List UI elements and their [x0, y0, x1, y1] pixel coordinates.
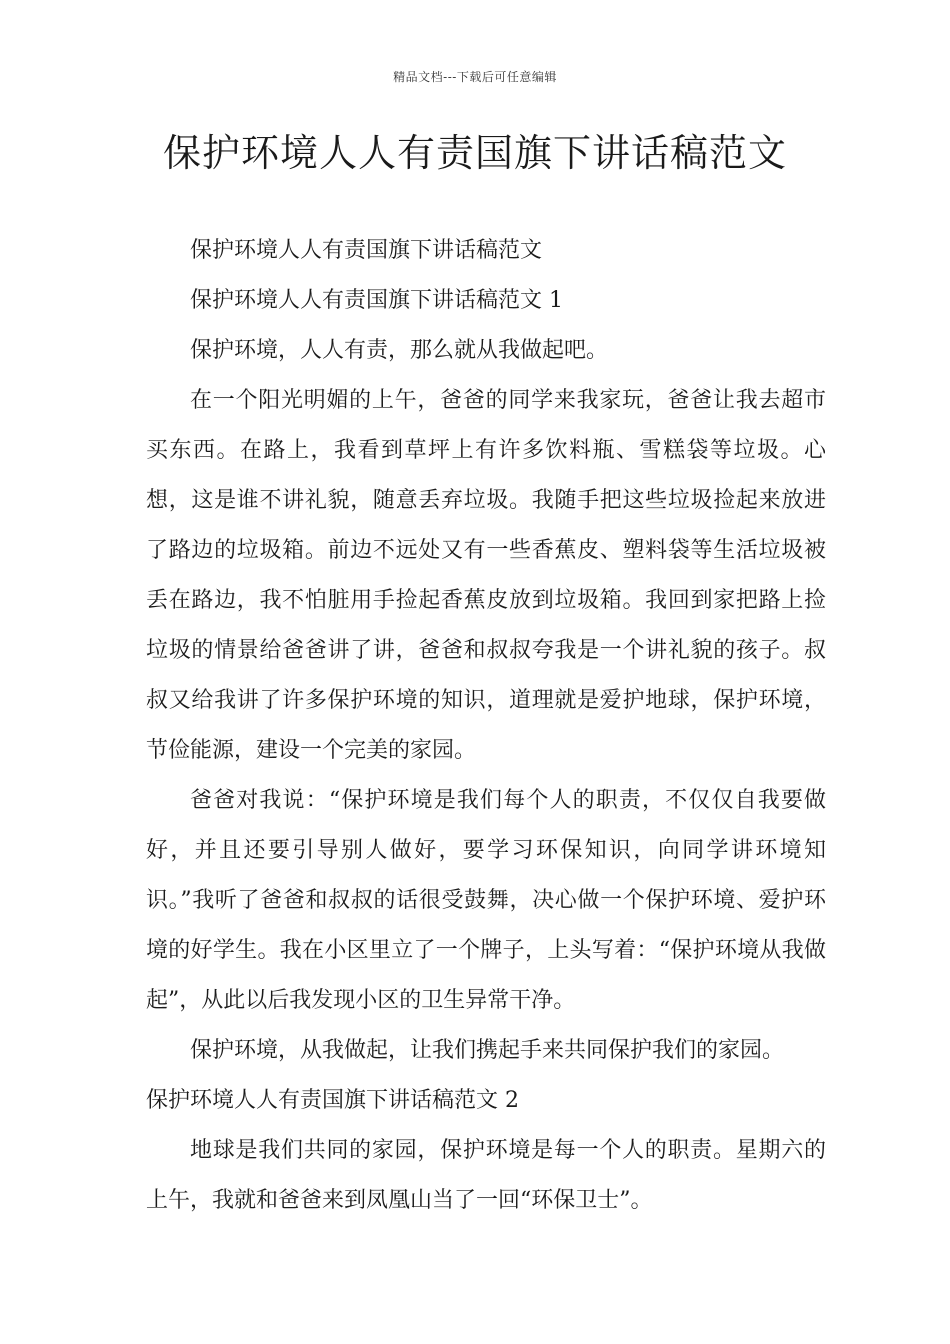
document-title: 保护环境人人有责国旗下讲话稿范文 — [162, 131, 787, 175]
paragraph: 在一个阳光明媚的上午，爸爸的同学来我家玩，爸爸让我去超市买东西。在路上，我看到草坪上有许多饮料瓶、雪糕袋等垃圾。心想，这是谁不讲礼貌，随意丢弃垃圾。我随手把这些垃圾捡起来放进了路边的垃圾箱。前边不远处又有一些香蕉皮、塑料袋等生活垃圾被丢在路边，我不怕脏用手捡起香蕉皮放到垃圾箱。我回到家把路上捡垃圾的情景给爸爸讲了讲，爸爸和叔叔夸我是一个讲礼貌的孩子。叔叔又给我讲了许多保护环境的知识，道理就是爱护地球，保护环境，节俭能源，建设一个完美的家园。 — [146, 388, 826, 763]
paragraph: 保护环境，从我做起，让我们携起手来共同保护我们的家园。 — [190, 1038, 785, 1063]
paragraph-section-1-heading: 保护环境人人有责国旗下讲话稿范文 1 — [190, 288, 563, 313]
paragraph: 地球是我们共同的家园，保护环境是每一个人的职责。星期六的上午，我就和爸爸来到凤凰山当了一回“环保卫士”。 — [146, 1138, 826, 1213]
paragraph-subtitle: 保护环境人人有责国旗下讲话稿范文 — [190, 238, 543, 263]
paragraph: 保护环境，人人有责，那么就从我做起吧。 — [190, 338, 609, 363]
paragraph-section-2-heading: 保护环境人人有责国旗下讲话稿范文 2 — [146, 1088, 519, 1113]
header-note: 精品文档---下载后可任意编辑 — [393, 70, 557, 84]
document-body — [146, 226, 826, 1226]
paragraph: 爸爸对我说：“保护环境是我们每个人的职责，不仅仅自我要做好，并且还要引导别人做好，要学习环保知识，向同学讲环境知识。”我听了爸爸和叔叔的话很受鼓舞，决心做一个保护环境、爱护环境的好学生。我在小区里立了一个牌子，上头写着：“保护环境从我做起”，从此以后我发现小区的卫生异常干净。 — [146, 788, 826, 1013]
